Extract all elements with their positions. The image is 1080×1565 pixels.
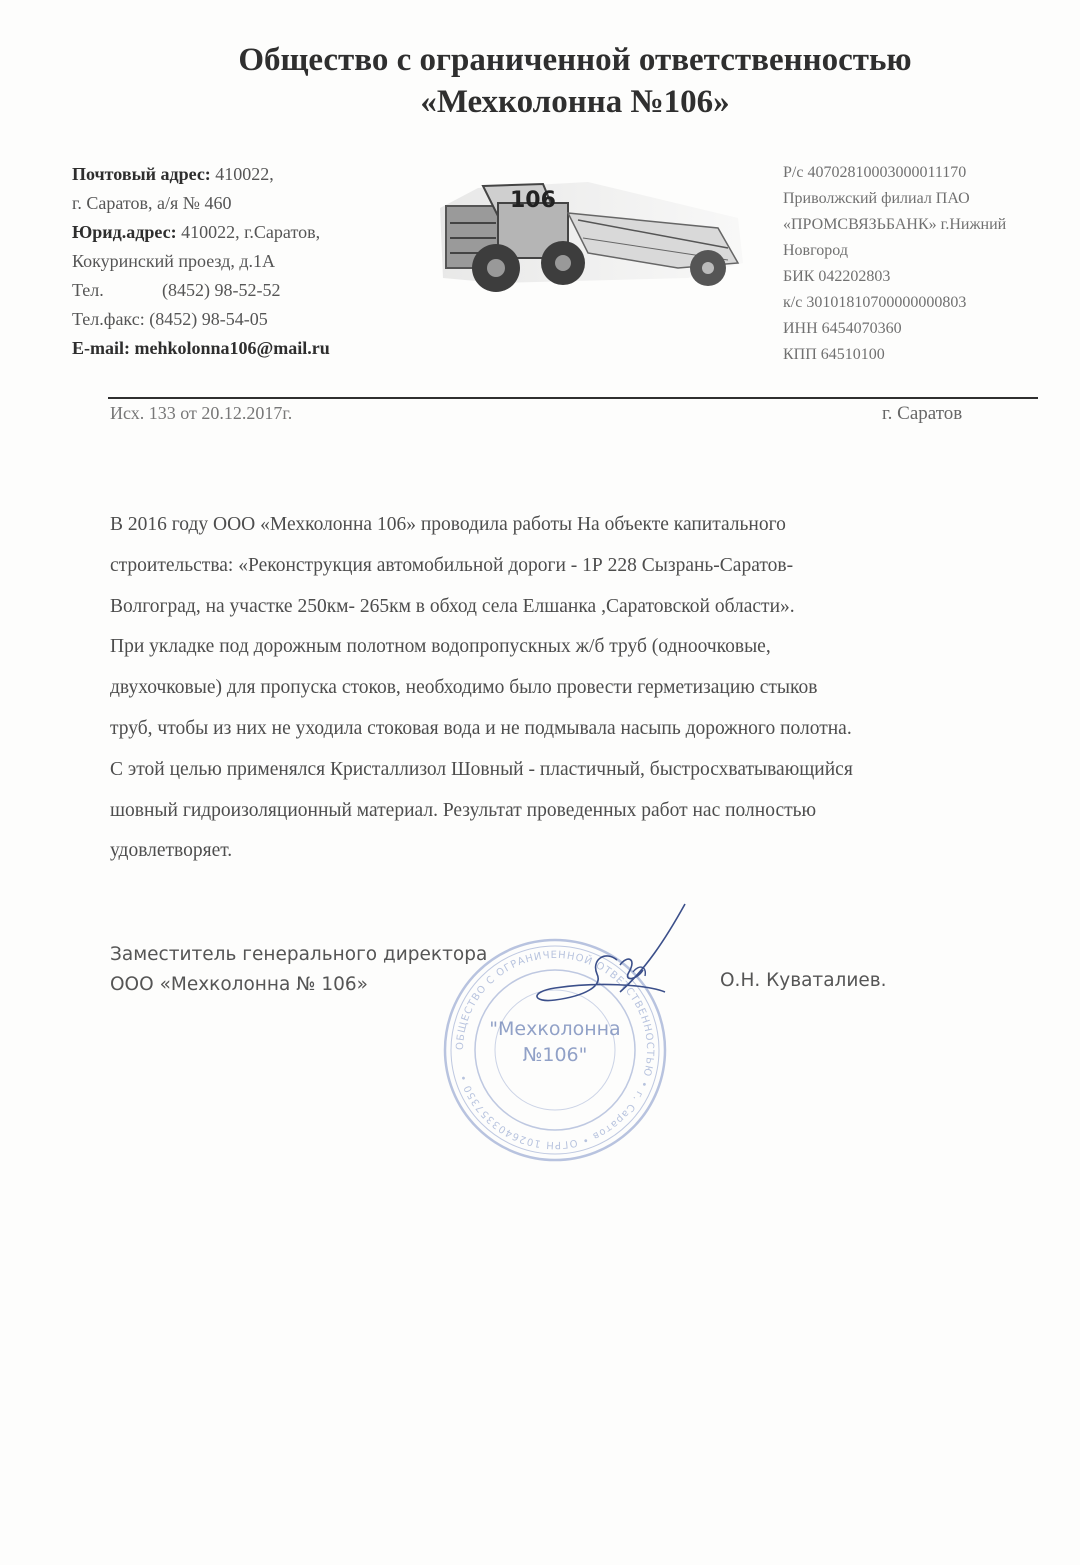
legal-address-value: 410022, г.Саратов, [176, 222, 321, 242]
signatory-company: ООО «Мехколонна № 106» [110, 974, 368, 995]
header-divider [108, 397, 1038, 399]
seal-center-line1: "Мехколонна [489, 1018, 621, 1040]
body-line: Волгоград, на участке 250км- 265км в обход села Елшанка ,Саратовской области». [110, 595, 795, 617]
bank-account: Р/с 40702810003000011170 [783, 164, 967, 181]
postal-address-value: 410022, [210, 164, 274, 184]
body-line: двухочковые) для пропуска стоков, необходимо было провести герметизацию стыков [110, 677, 818, 699]
signatory-title: Заместитель генерального директора [110, 944, 488, 965]
fax: Тел.факс: (8452) 98-54-05 [72, 309, 268, 329]
phone-value: (8452) 98-52-52 [162, 280, 281, 300]
bank-corr-account: к/с 30101810700000000803 [783, 294, 967, 311]
letter-body [110, 505, 1040, 872]
email: E-mail: mehkolonna106@mail.ru [72, 338, 330, 358]
bank-branch: Приволжский филиал ПАО [783, 190, 970, 207]
company-title-line1: Общество с ограниченной ответственностью [238, 42, 912, 78]
postal-address-label: Почтовый адрес: [72, 164, 211, 184]
phone [72, 276, 432, 305]
postal-address-line2: г. Саратов, а/я № 460 [72, 193, 232, 213]
outgoing-reference: Исх. 133 от 20.12.2017г. [110, 403, 293, 423]
legal-address [72, 218, 432, 247]
body-line: строительства: «Реконструкция автомобильной дороги - 1Р 228 Сызрань-Саратов- [110, 554, 794, 576]
letter-city: г. Саратов [882, 403, 963, 424]
bank-bik: БИК 042202803 [783, 268, 891, 285]
bank-city: Новгород [783, 242, 848, 259]
body-line: В 2016 году ООО «Мехколонна 106» проводила работы На объекте капитального [110, 514, 786, 535]
truck-number: 106 [510, 188, 556, 213]
body-line: шовный гидроизоляционный материал. Результат проведенных работ нас полностью [110, 799, 817, 821]
truck-logo-image [438, 168, 750, 308]
body-line: удовлетворяет. [110, 840, 233, 862]
signatory-position [110, 940, 487, 1000]
body-line: труб, чтобы из них не уходила стоковая вода и не подмывала насыпь дорожного полотна. [110, 717, 852, 739]
bank-name: «ПРОМСВЯЗЬБАНК» г.Нижний [783, 216, 1007, 233]
bank-kpp: КПП 64510100 [783, 346, 885, 363]
contact-block [72, 160, 432, 363]
bank-inn: ИНН 6454070360 [783, 320, 902, 337]
body-line: С этой целью применялся Кристаллизол Шовный - пластичный, быстросхватывающийся [110, 758, 853, 780]
handwritten-signature [525, 900, 700, 1020]
body-line: При укладке под дорожным полотном водопропускных ж/б труб (одноочковые, [110, 636, 771, 658]
bank-details [783, 160, 1073, 368]
postal-address [72, 160, 432, 189]
phone-label: Тел. [72, 280, 104, 300]
signatory-name: О.Н. Куваталиев. [720, 970, 887, 991]
seal-center-line2: №106" [522, 1044, 588, 1066]
company-title-line2: «Мехколонна №106» [420, 84, 730, 120]
legal-address-label: Юрид.адрес: [72, 222, 177, 242]
legal-address-line2: Кокуринский проезд, д.1А [72, 251, 276, 271]
seal-ring-text: ОБЩЕСТВО С ОГРАНИЧЕННОЙ ОТВЕТСТВЕННОСТЬЮ • г. Саратов • ОГРН 1026403357350 • [454, 949, 656, 1151]
